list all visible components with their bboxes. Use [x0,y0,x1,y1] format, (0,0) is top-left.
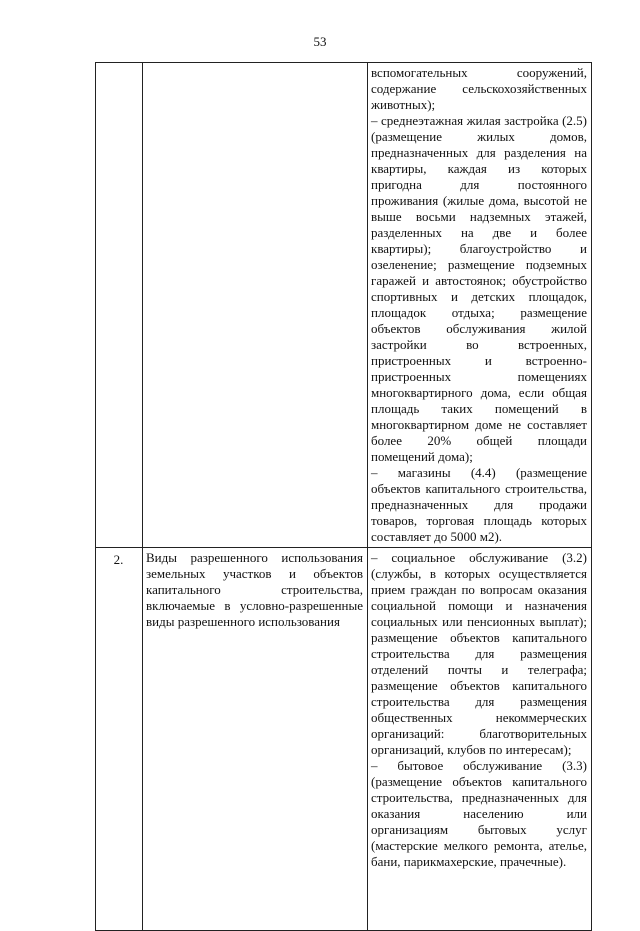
regulations-table [95,62,592,931]
row-number-cell: 2. [96,548,143,931]
permitted-uses-cell [368,548,592,931]
table-row [96,63,592,548]
use-type-cell [143,63,368,548]
use-paragraph: – социальное обслуживание (3.2) (службы, в которых осуществляется прием граждан по вопросам оказания социальной помощи и назначения социальных или пенсионных выплат); размещение объектов капитального строительства для размещения отделений почты и телеграфа; размещение объектов капитального строительства для размещения общественных некоммерческих организаций: благотворительных организаций, клубов по интересам); [371,550,587,757]
use-paragraph: – среднеэтажная жилая застройка (2.5) (размещение жилых домов, предназначенных для разделения на квартиры, каждая из которых пригодна для постоянного проживания (жилые дома, высотой не выше восьми надземных этажей, разделенных на две и более квартиры); благоустройство и озеленение; размещение подземных гаражей и автостоянок; обустройство спортивных и детских площадок, площадок отдыха; размещение объектов обслуживания жилой застройки во встроенных, пристроенных и встроенно-пристроенных помещениях многоквартирного дома, если общая площадь таких помещений в многоквартирном доме не составляет более 20% общей площади помещений дома); [371,113,587,464]
permitted-uses-cell [368,63,592,548]
page-number: 53 [313,34,327,49]
row-number-cell [96,63,143,548]
use-paragraph: – бытовое обслуживание (3.3) (размещение объектов капитального строительства, предназначенных для оказания населению или организациям бытовых услуг (мастерские мелкого ремонта, ателье, бани, парикмахерские, прачечные). [371,758,587,869]
use-paragraph: – магазины (4.4) (размещение объектов капитального строительства, предназначенных для продажи товаров, торговая площадь которых составляет до 5000 м2). [371,465,587,544]
use-type-cell: Виды разрешенного использования земельных участков и объектов капитального строительства, включаемые в условно-разрешенные виды разрешенного использования [143,548,368,931]
table-row [96,548,592,931]
use-paragraph: вспомогательных сооружений, содержание сельскохозяйственных животных); [371,65,587,112]
